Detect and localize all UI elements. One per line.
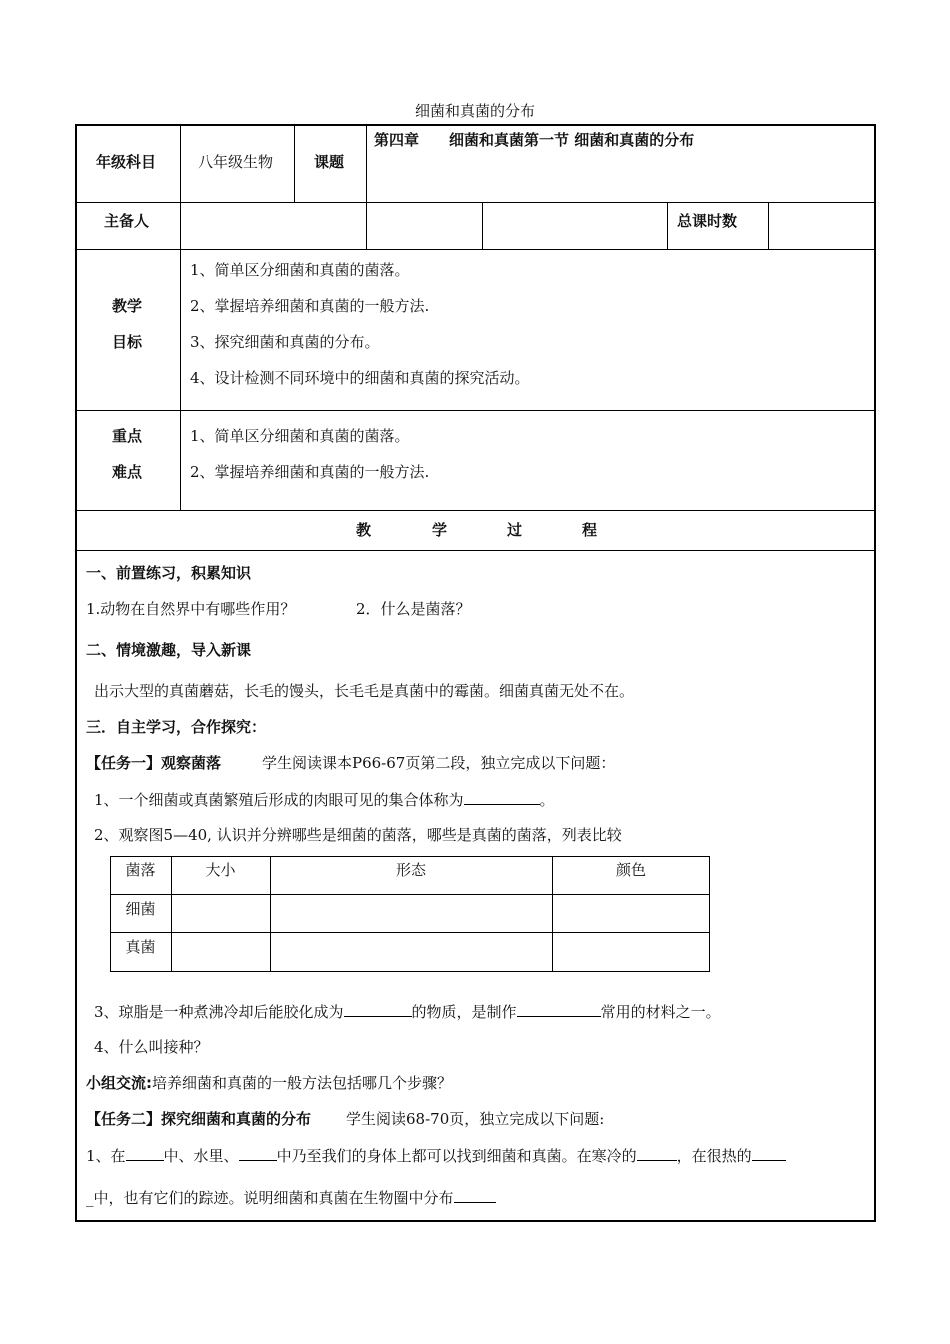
- question-text: 中、水里、: [163, 1147, 239, 1165]
- group-text: 培养细菌和真菌的一般方法包括哪几个步骤？: [152, 1074, 453, 1092]
- table-header: 形态: [395, 861, 426, 879]
- row-divider: [75, 249, 876, 250]
- section-heading: 三．自主学习，合作探究：: [86, 718, 267, 736]
- row-divider: [75, 202, 876, 203]
- col-divider: [180, 249, 181, 511]
- task2-question-1-cont: [86, 1187, 496, 1208]
- objectives-label: 目标: [112, 333, 143, 351]
- key-point-item: 2、掌握培养细菌和真菌的一般方法.: [190, 463, 430, 481]
- row-divider: [75, 410, 876, 411]
- task2-description: 学生阅读68-70页，独立完成以下问题:: [346, 1110, 605, 1128]
- key-points-label: 难点: [112, 463, 143, 481]
- row-divider: [110, 894, 710, 895]
- col-divider: [366, 124, 367, 250]
- group-label: 小组交流:: [86, 1074, 152, 1092]
- question-text: 1.动物在自然界中有哪些作用？: [86, 600, 296, 618]
- topic-label: 课题: [314, 153, 345, 171]
- total-hours-label: 总课时数: [677, 212, 738, 230]
- col-divider: [180, 124, 181, 250]
- task2-title: 【任务二】探究细菌和真菌的分布: [86, 1110, 312, 1128]
- answer-blank[interactable]: [126, 1145, 164, 1161]
- col-divider: [768, 202, 769, 250]
- row-divider: [75, 550, 876, 551]
- question-text: _中，也有它们的踪迹。说明细菌和真菌在生物圈中分布: [86, 1189, 454, 1207]
- table-header: 菌落: [125, 861, 156, 879]
- question-text: 的物质，是制作: [411, 1003, 517, 1021]
- table-header: 颜色: [615, 861, 646, 879]
- row-divider: [110, 932, 710, 933]
- answer-blank[interactable]: [239, 1145, 277, 1161]
- col-divider: [294, 124, 295, 203]
- task1-question-4: 4、什么叫接种？: [94, 1038, 209, 1056]
- process-title-char: 学: [432, 521, 448, 539]
- answer-blank[interactable]: [637, 1145, 677, 1161]
- objectives-label: 教学: [112, 297, 143, 315]
- process-title-char: 过: [507, 521, 523, 539]
- answer-blank[interactable]: [752, 1145, 786, 1161]
- objective-item: 4、设计检测不同环境中的细菌和真菌的探究活动。: [190, 369, 530, 387]
- key-point-item: 1、简单区分细菌和真菌的菌落。: [190, 427, 410, 445]
- table-header: 大小: [205, 861, 236, 879]
- answer-blank[interactable]: [454, 1187, 496, 1203]
- objective-item: 1、简单区分细菌和真菌的菌落。: [190, 261, 410, 279]
- question-text: 中乃至我们的身体上都可以找到细菌和真菌。在寒冷的: [276, 1147, 637, 1165]
- task1-question-1: [94, 789, 555, 810]
- intro-text: 出示大型的真菌蘑菇，长毛的馒头，长毛毛是真菌中的霉菌。细菌真菌无处不在。: [94, 682, 635, 700]
- answer-blank[interactable]: [464, 789, 540, 805]
- question-text: 3、琼脂是一种煮沸冷却后能胶化成为: [94, 1003, 344, 1021]
- preparer-label: 主备人: [104, 212, 150, 230]
- task1-question-2: 2、观察图5—40, 认识并分辨哪些是细菌的菌落，哪些是真菌的菌落，列表比较: [94, 826, 622, 844]
- row-divider: [75, 510, 876, 511]
- task2-question-1: [86, 1145, 786, 1166]
- question-text: 常用的材料之一。: [600, 1003, 721, 1021]
- section-heading: 二、情境激趣，导入新课: [86, 641, 252, 659]
- objective-item: 2、掌握培养细菌和真菌的一般方法.: [190, 297, 430, 315]
- process-title-char: 教: [356, 521, 372, 539]
- topic-value: 第四章 细菌和真菌第一节 细菌和真菌的分布: [374, 131, 695, 149]
- group-discussion: [86, 1073, 452, 1093]
- lesson-plan-table: [75, 124, 876, 1222]
- task1-description: 学生阅读课本P66-67页第二段，独立完成以下问题：: [262, 754, 616, 772]
- key-points-label: 重点: [112, 427, 143, 445]
- section-heading: 一、前置练习，积累知识: [86, 564, 252, 582]
- task1-title: 【任务一】观察菌落: [86, 754, 222, 772]
- answer-blank[interactable]: [517, 1001, 601, 1017]
- grade-value: 八年级生物: [198, 153, 274, 171]
- col-divider: [482, 202, 483, 250]
- objective-item: 3、探究细菌和真菌的分布。: [190, 333, 380, 351]
- question-text: 1、在: [86, 1147, 126, 1165]
- question-text: ，在很热的: [676, 1147, 752, 1165]
- process-title-char: 程: [582, 521, 598, 539]
- question-text: 。: [539, 791, 555, 809]
- table-row-label: 真菌: [125, 938, 156, 956]
- table-row-label: 细菌: [125, 900, 156, 918]
- question-text: 1、一个细菌或真菌繁殖后形成的肉眼可见的集合体称为: [94, 791, 464, 809]
- answer-blank[interactable]: [344, 1001, 412, 1017]
- question-text: 2．什么是菌落？: [356, 600, 471, 618]
- grade-label: 年级科目: [96, 153, 157, 171]
- col-divider: [667, 202, 668, 250]
- task1-question-3: [94, 1001, 721, 1022]
- document-title: 细菌和真菌的分布: [414, 102, 535, 120]
